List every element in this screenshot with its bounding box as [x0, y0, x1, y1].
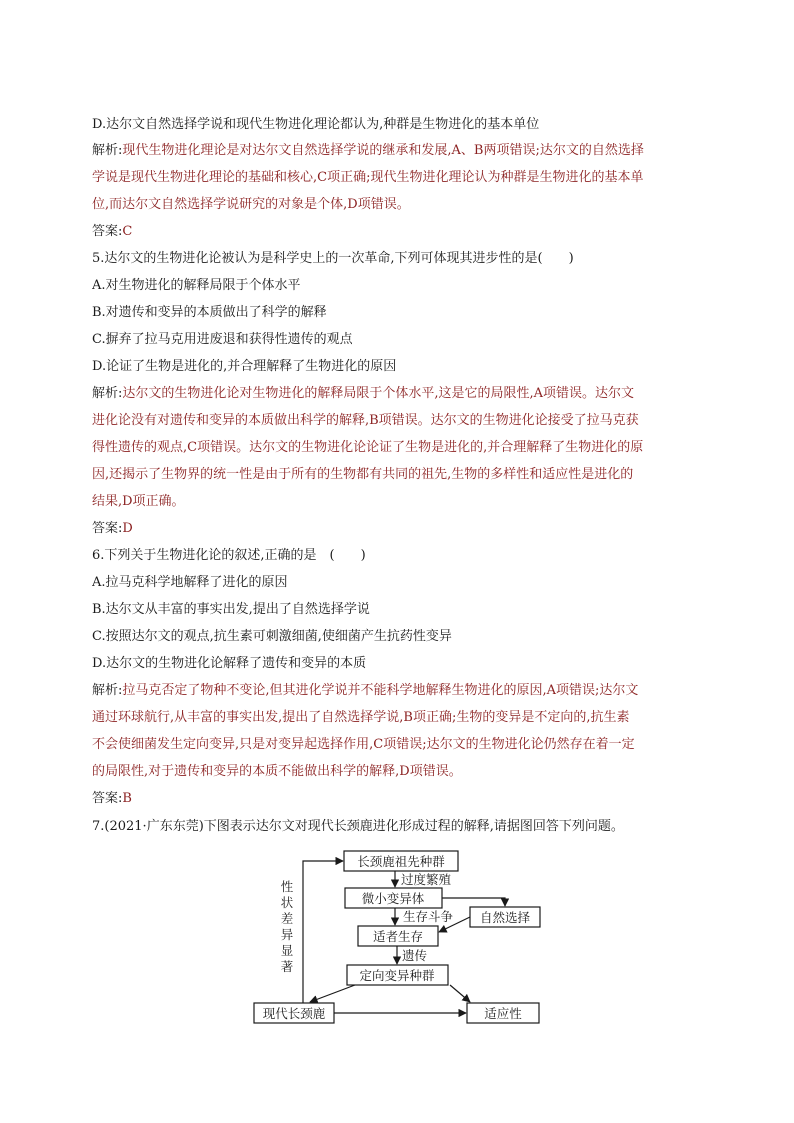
label-natural-selection: 自然选择 [479, 910, 531, 925]
q4-option-d: D.达尔文自然选择学说和现代生物进化理论都认为,种群是生物进化的基本单位 [92, 117, 540, 132]
answer-value: B [122, 791, 132, 806]
analysis-text: 现代生物进化理论是对达尔文自然选择学说的继承和发展,A、B两项错误;达尔文的自然选择 [122, 143, 644, 158]
arrow-population-to-adaptability [450, 985, 470, 1002]
q6-option-d: D.达尔文的生物进化论解释了遗传和变异的本质 [92, 656, 367, 671]
q6-analysis-line-4: 的局限性,对于遗传和变异的本质不能做出科学的解释,D项错误。 [92, 764, 462, 779]
q5-option-b: B.对遗传和变异的本质做出了科学的解释 [92, 305, 327, 320]
q5-option-c: C.摒弃了拉马克用进废退和获得性遗传的观点 [92, 332, 353, 347]
vertical-label-char-6: 著 [280, 959, 294, 974]
q5-option-a: A.对生物进化的解释局限于个体水平 [92, 278, 301, 293]
q5-option-d: D.论证了生物是进化的,并合理解释了生物进化的原因 [92, 359, 397, 374]
label-survival: 适者生存 [372, 929, 424, 944]
answer-value: D [122, 521, 133, 536]
vertical-label-char-1: 性 [280, 879, 294, 894]
vertical-label-char-4: 异 [280, 927, 294, 942]
q6-option-a: A.拉马克科学地解释了进化的原因 [92, 575, 288, 590]
analysis-label: 解析: [92, 683, 123, 698]
arrow-variation-to-selection [442, 898, 505, 906]
answer-label: 答案: [92, 224, 123, 239]
analysis-text: 达尔文的生物进化论对生物进化的解释局限于个体水平,这是它的局限性,A项错误。达尔文 [122, 386, 635, 401]
label-ancestor: 长颈鹿祖先种群 [357, 854, 445, 869]
q7-stem: 7.(2021·广东东莞)下图表示达尔文对现代长颈鹿进化形成过程的解释,请据图回答下列问题。 [92, 819, 624, 834]
answer-label: 答案: [92, 521, 123, 536]
label-adaptability: 适应性 [484, 1006, 522, 1021]
label-overbreed: 过度繁殖 [401, 872, 452, 887]
analysis-label: 解析: [92, 386, 123, 401]
q5-stem: 5.达尔文的生物进化论被认为是科学史上的一次革命,下列可体现其进步性的是( ) [92, 251, 574, 266]
q5-analysis-line-5: 结果,D项正确。 [92, 494, 185, 509]
label-directed-population: 定向变异种群 [359, 968, 435, 983]
q6-analysis-line-2: 通过环球航行,从丰富的事实出发,提出了自然选择学说,B项正确;生物的变异是不定向的,抗生素 [92, 710, 630, 725]
label-small-variation: 微小变异体 [361, 891, 425, 906]
vertical-label-char-3: 差 [280, 911, 294, 926]
q6-stem: 6.下列关于生物进化论的叙述,正确的是 ( ) [92, 548, 366, 563]
label-modern-giraffe: 现代长颈鹿 [262, 1006, 326, 1021]
q4-analysis-line-3: 位,而达尔文自然选择学说研究的对象是个体,D项错误。 [92, 197, 410, 212]
q6-analysis-line-3: 不会使细菌发生定向变异,只是对变异起选择作用,C项错误;达尔文的生物进化论仍然存在着一定 [92, 737, 635, 752]
arrow-giraffe-feedback-to-ancestor [303, 861, 343, 1003]
label-heredity: 遗传 [402, 948, 428, 963]
analysis-label: 解析: [92, 143, 123, 158]
q6-option-b: B.达尔文从丰富的事实出发,提出了自然选择学说 [92, 602, 370, 617]
q5-analysis-line-4: 因,还揭示了生物界的统一性是由于所有的生物都有共同的祖先,生物的多样性和适应性是进化的 [92, 467, 634, 482]
arrow-population-to-giraffe [310, 985, 355, 1002]
q4-analysis-line-2: 学说是现代生物进化理论的基础和核心,C项正确;现代生物进化理论认为种群是生物进化的基本单 [92, 170, 644, 185]
q5-analysis-line-2: 进化论没有对遗传和变异的本质做出科学的解释,B项错误。达尔文的生物进化论接受了拉马克获 [92, 413, 639, 428]
label-struggle: 生存斗争 [403, 909, 454, 924]
answer-value: C [122, 224, 133, 239]
q5-analysis-line-3: 得性遗传的观点,C项错误。达尔文的生物进化论论证了生物是进化的,并合理解释了生物进化的原 [92, 440, 644, 455]
vertical-label-char-2: 状 [280, 895, 294, 910]
vertical-label-char-5: 显 [280, 943, 294, 958]
answer-label: 答案: [92, 791, 123, 806]
analysis-text: 拉马克否定了物种不变论,但其进化学说并不能科学地解释生物进化的原因,A项错误;达尔文 [122, 683, 639, 698]
q6-option-c: C.按照达尔文的观点,抗生素可刺激细菌,使细菌产生抗药性变异 [92, 629, 452, 644]
